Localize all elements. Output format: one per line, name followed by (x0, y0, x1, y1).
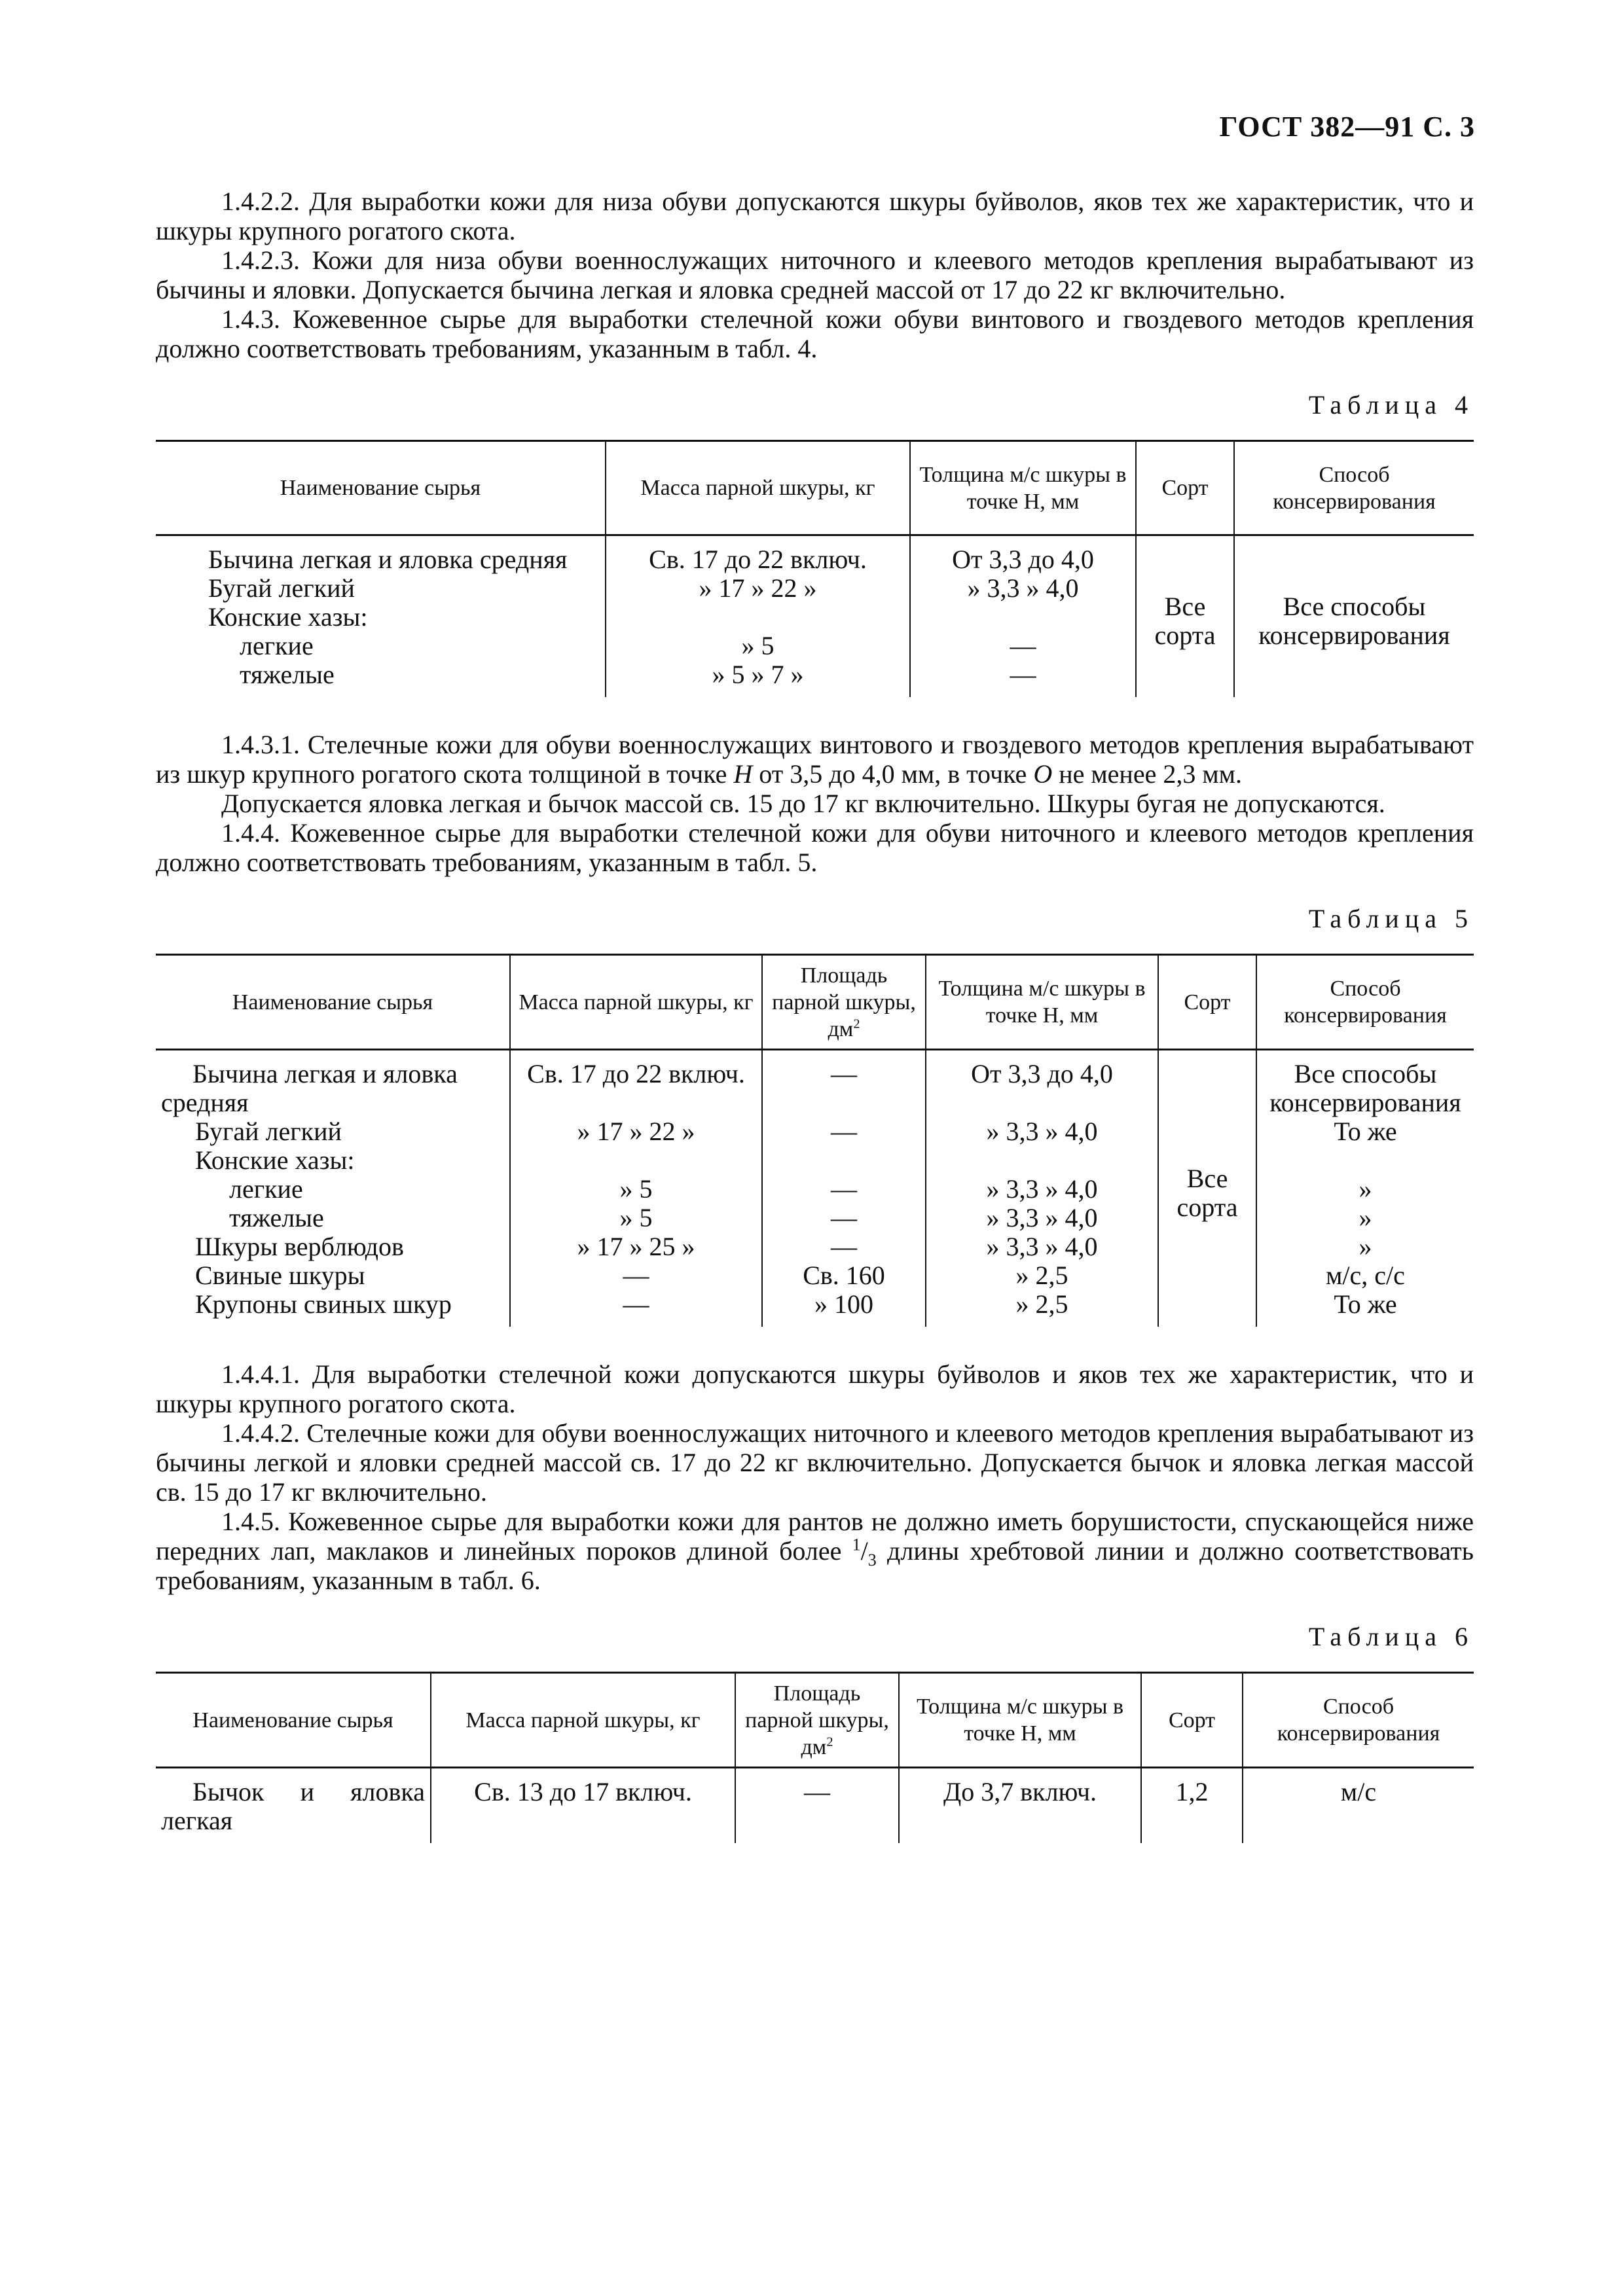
table-6-header-mass: Масса парной шкуры, кг (431, 1673, 735, 1768)
table-6-header-thickness: Толщина м/с шкуры в точке Н, мм (899, 1673, 1141, 1768)
table-5-header-mass: Масса парной шкуры, кг (510, 955, 762, 1050)
table-6-header-name: Наименование сырья (156, 1673, 431, 1768)
page-header: ГОСТ 382—91 С. 3 (1219, 111, 1475, 143)
table-4-header-sort: Сорт (1136, 441, 1234, 535)
paragraph-1-4-3: 1.4.3. Кожевенное сырье для выработки стелечной кожи обуви винтового и гвоздевого методов крепления должно соответствовать требованиям, указанным в табл. 4. (156, 304, 1474, 363)
table-5-header-area: Площадь парной шкуры, $дм^2$ (762, 955, 926, 1050)
table-5-header-thickness: Толщина м/с шкуры в точке Н, мм (926, 955, 1158, 1050)
table-row: тяжелые » 5 » 7 » — (156, 660, 1474, 697)
table-row: легкие » 5 — (156, 632, 1474, 660)
paragraph-1-4-3-1: 1.4.3.1. Стелечные кожи для обуви военнослужащих винтового и гвоздевого методов крепления вырабатывают из шкур крупного рогатого скота толщиной в точке Н от 3,5 до 4,0 мм, в точке О не менее 2,3 мм. (156, 730, 1474, 789)
table-row: Конские хазы: (156, 603, 1474, 632)
fraction-one-third: $^1/_3$ (852, 1535, 877, 1570)
paragraph-1-4-2-3: 1.4.2.3. Кожи для низа обуви военнослужащих ниточного и клеевого методов крепления вырабатывают из бычины и яловки. Допускается бычина легкая и яловка средней массой от 17 до 22 кг включительно. (156, 245, 1474, 304)
table-4-header-mass: Масса парной шкуры, кг (606, 441, 910, 535)
paragraph-1-4-4: 1.4.4. Кожевенное сырье для выработки стелечной кожи для обуви ниточного и клеевого методов крепления должно соответствовать требованиям, указанным в табл. 5. (156, 818, 1474, 877)
table-row: Крупоны свиных шкур — » 100 » 2,5 То же (156, 1290, 1474, 1327)
table-4-caption: Таблица 4 (1308, 390, 1474, 420)
table-4-header-thickness: Толщина м/с шкуры в точке Н, мм (910, 441, 1136, 535)
table-4-conservation-cell: Все способы консервирования (1234, 535, 1474, 698)
table-row: Конские хазы: (156, 1146, 1474, 1175)
table-row: Бугай легкий » 17 » 22 » » 3,3 » 4,0 (156, 574, 1474, 603)
table-4-sort-cell: Все сорта (1136, 535, 1234, 698)
table-5-header-sort: Сорт (1158, 955, 1256, 1050)
table-row: Бычок и яловка легкая Св. 13 до 17 включ. — До 3,7 включ. 1,2 м/с (156, 1768, 1474, 1844)
table-5-header-conservation: Способ консервирования (1256, 955, 1474, 1050)
table-row: Шкуры верблюдов » 17 » 25 » — » 3,3 » 4,0 » (156, 1232, 1474, 1261)
table-row: тяжелые » 5 — » 3,3 » 4,0 » (156, 1204, 1474, 1232)
table-row: Бычина легкая и яловка средняя Св. 17 до 22 включ. От 3,3 до 4,0 Все сорта Все способы консервирования (156, 535, 1474, 575)
table-6-caption: Таблица 6 (1308, 1622, 1474, 1651)
document-body (156, 187, 1474, 1843)
paragraph-1-4-4-1: 1.4.4.1. Для выработки стелечной кожи допускаются шкуры буйволов и яков тех же характеристик, что и шкуры крупного рогатого скота. (156, 1359, 1474, 1418)
table-5-sort-cell: Все сорта (1158, 1050, 1256, 1327)
table-4 (156, 440, 1474, 697)
table-6 (156, 1672, 1474, 1843)
table-4-header-name: Наименование сырья (156, 441, 606, 535)
table-4-header-conservation: Способ консервирования (1234, 441, 1474, 535)
paragraph-1-4-5: 1.4.5. Кожевенное сырье для выработки кожи для рантов не должно иметь борушистости, спускающейся ниже передних лап, маклаков и линейных пороков длиной более $^1/_3$ длины хребтовой линии и должно соответствовать требованиям, указанным в табл. 6. (156, 1507, 1474, 1595)
table-5-header-name: Наименование сырья (156, 955, 510, 1050)
table-6-header-sort: Сорт (1141, 1673, 1243, 1768)
table-5 (156, 954, 1474, 1327)
table-6-header-conservation: Способ консервирования (1243, 1673, 1474, 1768)
table-6-header-area: Площадь парной шкуры, $дм^2$ (735, 1673, 899, 1768)
table-row: Бугай легкий » 17 » 22 » — » 3,3 » 4,0 То же (156, 1117, 1474, 1146)
table-row: Бычина легкая и яловка средняя Св. 17 до 22 включ. — От 3,3 до 4,0 Все сорта Все способы консервирования (156, 1050, 1474, 1118)
paragraph-1-4-2-2: 1.4.2.2. Для выработки кожи для низа обуви допускаются шкуры буйволов, яков тех же характеристик, что и шкуры крупного рогатого скота. (156, 187, 1474, 245)
paragraph-allowance: Допускается яловка легкая и бычок массой св. 15 до 17 кг включительно. Шкуры бугая не допускаются. (221, 789, 1385, 818)
paragraph-1-4-4-2: 1.4.4.2. Стелечные кожи для обуви военнослужащих ниточного и клеевого методов крепления вырабатывают из бычины легкой и яловки средней массой св. 17 до 22 кг включительно. Допускается бычок и яловка легкая массой св. 15 до 17 кг включительно. (156, 1418, 1474, 1507)
table-row: Свиные шкуры — Св. 160 » 2,5 м/с, с/с (156, 1261, 1474, 1290)
table-5-caption: Таблица 5 (1308, 904, 1474, 933)
table-row: легкие » 5 — » 3,3 » 4,0 » (156, 1175, 1474, 1204)
